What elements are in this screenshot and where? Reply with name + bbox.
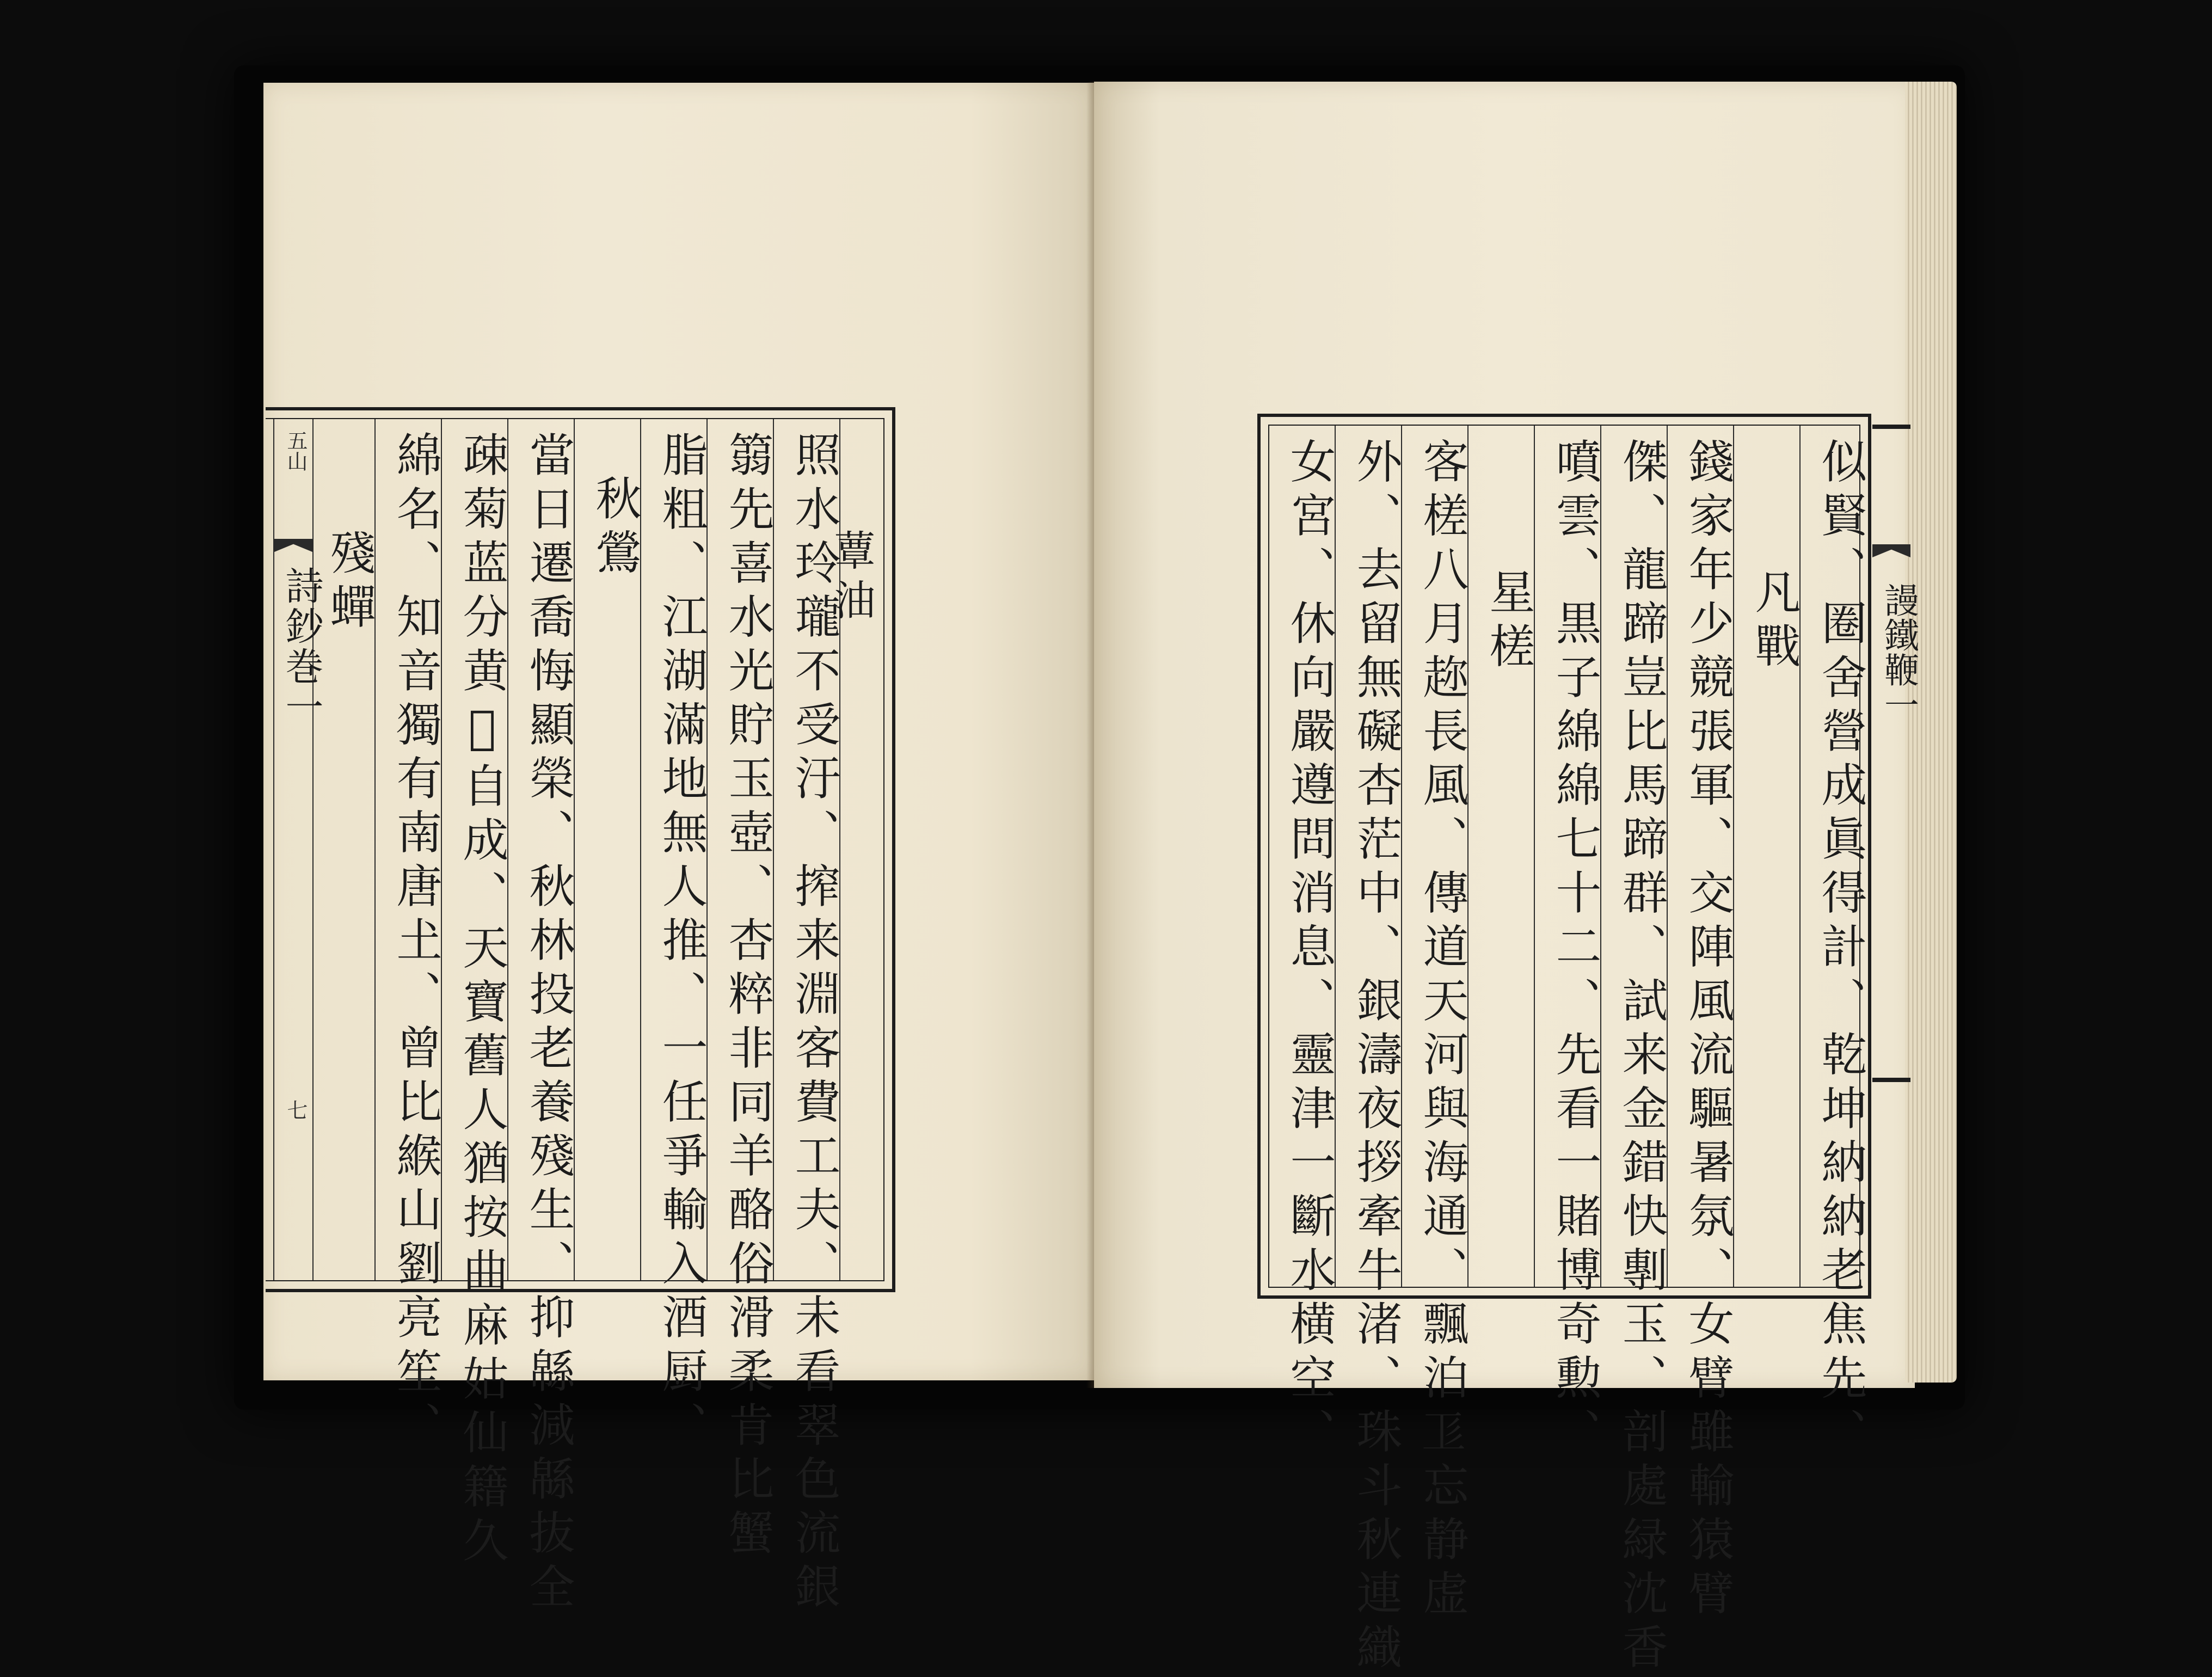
text-column-5: 噴雲、黒子綿綿七十二、先看一賭博奇勲、 (1549, 438, 1602, 1461)
text-column-4: 脂粗、江湖滿地無人推、一任爭輸入酒厨、 (655, 431, 708, 1455)
left-fold-column (273, 419, 324, 1280)
column-rule (1534, 426, 1535, 1287)
fold-page-number: 七 (284, 1099, 308, 1120)
page-edge-stack (1905, 82, 1957, 1383)
fish-tail-mark-top (274, 539, 312, 552)
text-column-9: 女宮、休向嚴遵問消息、靈津一斷水横空、 (1283, 438, 1336, 1461)
text-column-2-poem-title: 凡戰 (1748, 568, 1801, 676)
column-rule (706, 419, 708, 1280)
text-column-7: 客槎八月趂長風、傳道天河與海通、飄泊𢒄忘静虚 (1416, 438, 1469, 1623)
right-text-frame (1257, 414, 1871, 1677)
text-column-1-poem-title: 蕈油 (827, 529, 876, 628)
column-rule (773, 419, 774, 1280)
column-rule (374, 419, 376, 1280)
right-inner-border (1268, 425, 1867, 1677)
text-column-7: 疎菊蓝分黄𦾕自成、天寶舊人猶按曲麻姑仙籍久 (456, 431, 509, 1570)
column-rule (640, 419, 641, 1280)
text-column-3: 錢家年少競張軍、交陣風流驅暑氛、女臂雖輸猿臂 (1681, 438, 1735, 1623)
text-column-9: 殘蟬 (323, 529, 376, 637)
column-rule (1799, 426, 1801, 1287)
fish-tail-mark (1872, 544, 1910, 557)
right-fold-column (1872, 381, 1919, 1252)
text-column-3: 篛先喜水光貯玉壺、杏粹非同羊酪俗滑柔肯比蟹 (721, 431, 775, 1563)
column-rule (1401, 426, 1402, 1287)
text-column-5: 秋鶯 (588, 475, 642, 582)
fold-title: 詩鈔巻一 (279, 566, 324, 727)
column-rule (574, 419, 575, 1280)
text-column-1: 似賢、圈舍營成眞得計、乾坤納納老焦先、 (1814, 438, 1867, 1461)
column-rule (1667, 426, 1668, 1287)
fold-top-label: 五山 (284, 430, 308, 471)
fold-bar-bottom (1872, 1078, 1910, 1082)
text-column-6-poem-title: 星槎 (1482, 568, 1535, 676)
text-column-8: 綿名、知音獨有南唐𡈽、曾比緱山劉亮笙、 (389, 431, 443, 1455)
column-rule (1467, 426, 1468, 1287)
left-inner-border (266, 418, 884, 1617)
fold-bar-top (1872, 425, 1910, 429)
text-column-4: 傑、龍蹄豈比馬蹄群、試来金錯快剸玉、剖處緑沈香 (1615, 438, 1668, 1677)
column-rule (1733, 426, 1734, 1287)
column-rule (1335, 426, 1336, 1287)
fold-title: 謾鐵鞭一 (1878, 582, 1919, 722)
text-column-2: 照水玲瓏不受汙、搾来淵客費工夫、未看翠色流銀 (788, 431, 841, 1617)
column-rule (507, 419, 508, 1280)
column-rule (1600, 426, 1601, 1287)
text-column-8: 外、去留無礙杏茫中、銀濤夜拶牽牛渚、珠斗秋連織 (1349, 438, 1403, 1677)
text-column-6: 當日遷喬悔顯榮、秋林投老養殘生、抑緜減緜抜全 (522, 431, 575, 1617)
column-rule (441, 419, 442, 1280)
left-text-frame (266, 407, 895, 1617)
